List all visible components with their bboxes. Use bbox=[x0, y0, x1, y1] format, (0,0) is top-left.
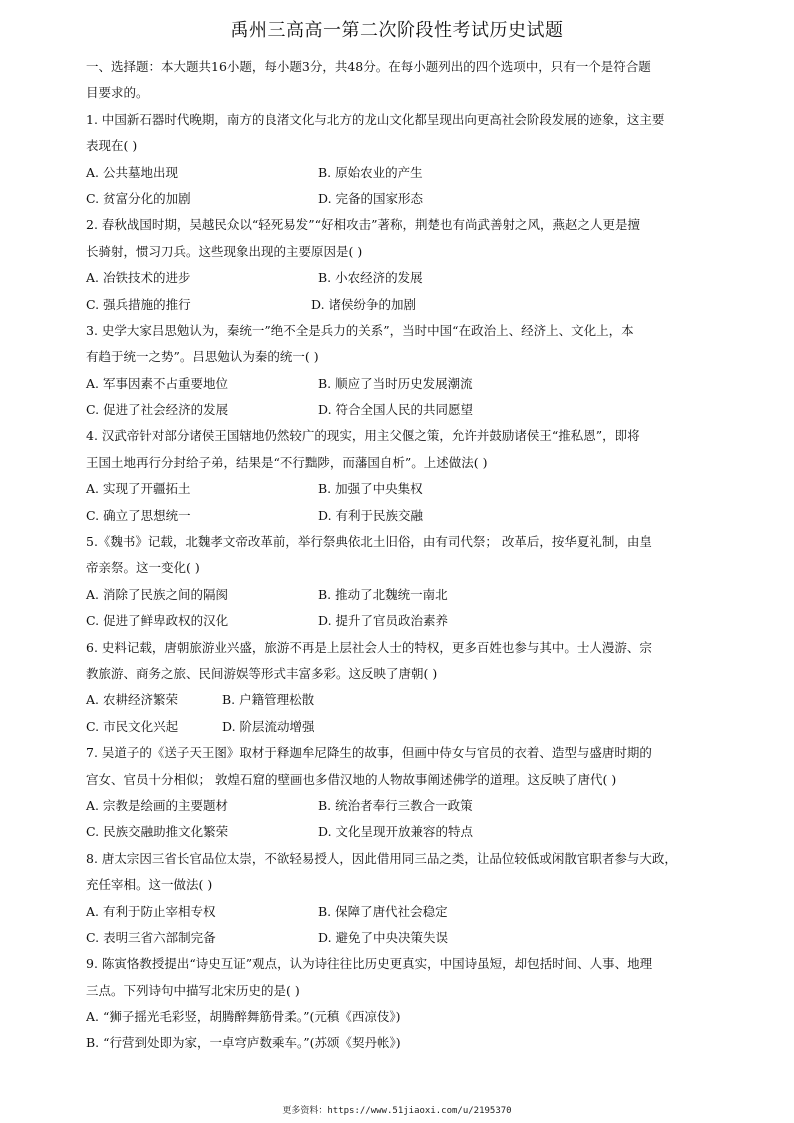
question-7-options-row bbox=[86, 793, 718, 819]
question-6-option-a[interactable]: A. 农耕经济繁荣 bbox=[86, 692, 178, 708]
question-1-option-b[interactable]: B. 原始农业的产生 bbox=[318, 164, 423, 180]
question-1-options-row bbox=[86, 160, 718, 186]
question-7-stem-cont: 宫女、官员十分相似； 敦煌石窟的壁画也多借汉地的人物故事阐述佛学的道理。这反映了唐代( ) bbox=[86, 771, 617, 787]
question-1-stem: 1. 中国新石器时代晚期，南方的良渚文化与北方的龙山文化都呈现出向更高社会阶段发展的迹象，这主要 bbox=[86, 111, 665, 127]
question-4-option-b[interactable]: B. 加强了中央集权 bbox=[318, 481, 423, 497]
question-5-options-row bbox=[86, 582, 718, 608]
question-5-option-d[interactable]: D. 提升了官员政治素养 bbox=[318, 613, 449, 629]
question-6-option-d[interactable]: D. 阶层流动增强 bbox=[222, 718, 315, 734]
question-7-option-a[interactable]: A. 宗教是绘画的主要题材 bbox=[86, 797, 228, 813]
question-3-option-a[interactable]: A. 军事因素不占重要地位 bbox=[86, 375, 228, 391]
question-2-stem-cont: 长骑射，惯习刀兵。这些现象出现的主要原因是( ) bbox=[86, 243, 363, 259]
question-9-stem-cont: 三点。下列诗句中描写北宋历史的是( ) bbox=[86, 982, 300, 998]
question-8-options-row bbox=[86, 925, 718, 951]
question-1-option-a[interactable]: A. 公共墓地出现 bbox=[86, 164, 178, 180]
question-8-stem-cont: 充任宰相。这一做法( ) bbox=[86, 877, 213, 893]
question-2-option-b[interactable]: B. 小农经济的发展 bbox=[318, 270, 423, 286]
question-3-stem: 3. 史学大家吕思勉认为，秦统一”绝不全是兵力的关系”，当时中国“在政治上、经济上、文化上，本 bbox=[86, 322, 634, 338]
question-5-stem-cont: 帝亲祭。这一变化( ) bbox=[86, 560, 200, 576]
question-1-option-d[interactable]: D. 完备的国家形态 bbox=[318, 190, 424, 206]
question-2-options-row bbox=[86, 292, 718, 318]
question-3-option-b[interactable]: B. 顺应了当时历史发展潮流 bbox=[318, 375, 473, 391]
question-9-stem: 9. 陈寅恪教授提出“诗史互证”观点，认为诗往往比历史更真实，中国诗虽短，却包括时间、人事、地理 bbox=[86, 956, 653, 972]
question-2-options-row bbox=[86, 265, 718, 291]
question-5-option-a[interactable]: A. 消除了民族之间的隔阂 bbox=[86, 586, 228, 602]
exam-title: 禹州三高高一第二次阶段性考试历史试题 bbox=[230, 20, 564, 41]
question-8-option-c[interactable]: C. 表明三省六部制完备 bbox=[86, 929, 216, 945]
question-6-options-row bbox=[86, 714, 718, 740]
question-8-option-a[interactable]: A. 有利于防止宰相专权 bbox=[86, 903, 216, 919]
question-6-stem-cont: 教旅游、商务之旅、民间游娱等形式丰富多彩。这反映了唐朝( ) bbox=[86, 665, 438, 681]
section-instructions-cont: 目要求的。 bbox=[86, 85, 149, 101]
question-4-options-row bbox=[86, 476, 718, 502]
question-5-stem: 5.《魏书》记载，北魏孝文帝改革前，举行祭典依北土旧俗，由有司代祭； 改革后，按华夏礼制，由皇 bbox=[86, 534, 652, 550]
question-4-stem: 4. 汉武帝针对部分诸侯王国辖地仍然较广的现实，用主父偃之策，允许并鼓励诸侯王“推私恩”，即将 bbox=[86, 428, 640, 444]
question-2-stem: 2. 春秋战国时期，吴越民众以“轻死易发”“好相攻击”著称，荆楚也有尚武善射之风，燕赵之人更是擅 bbox=[86, 217, 640, 233]
question-8-options-row bbox=[86, 899, 718, 925]
question-5-option-c[interactable]: C. 促进了鲜卑政权的汉化 bbox=[86, 613, 229, 629]
question-4-option-a[interactable]: A. 实现了开疆拓土 bbox=[86, 481, 191, 497]
exam-content bbox=[86, 54, 718, 1057]
question-7-option-c[interactable]: C. 民族交融助推文化繁荣 bbox=[86, 824, 229, 840]
question-6-stem: 6. 史料记载，唐朝旅游业兴盛，旅游不再是上层社会人士的特权，更多百姓也参与其中。士人漫游、宗 bbox=[86, 639, 652, 655]
question-4-option-d[interactable]: D. 有利于民族交融 bbox=[318, 507, 424, 523]
question-4-stem-cont: 王国土地再行分封给子弟，结果是“不行黜陟，而藩国自析”。上述做法( ) bbox=[86, 454, 488, 470]
question-3-options-row bbox=[86, 397, 718, 423]
question-2-option-c[interactable]: C. 强兵措施的推行 bbox=[86, 296, 191, 312]
question-1-stem-cont: 表现在( ) bbox=[86, 138, 138, 154]
question-7-option-b[interactable]: B. 统治者奉行三教合一政策 bbox=[318, 797, 473, 813]
question-3-option-c[interactable]: C. 促进了社会经济的发展 bbox=[86, 402, 229, 418]
question-3-options-row bbox=[86, 371, 718, 397]
question-3-option-d[interactable]: D. 符合全国人民的共同愿望 bbox=[318, 402, 474, 418]
question-2-option-d[interactable]: D. 诸侯纷争的加剧 bbox=[311, 296, 417, 312]
section-instructions: 一、选择题：本大题共16小题，每小题3分，共48分。在每小题列出的四个选项中，只有一个是符合题 bbox=[86, 59, 651, 74]
question-2-option-a[interactable]: A. 冶铁技术的进步 bbox=[86, 270, 191, 286]
question-8-option-d[interactable]: D. 避免了中央决策失误 bbox=[318, 929, 449, 945]
question-9-option-b[interactable]: B. “行营到处即为家，一卓穹庐数乘车。”(苏颂《契丹帐》) bbox=[86, 1035, 401, 1051]
footer-source-link[interactable]: 更多资料：https://www.51jiaoxi.com/u/2195370 bbox=[282, 1106, 512, 1116]
question-6-option-b[interactable]: B. 户籍管理松散 bbox=[222, 692, 315, 708]
question-9-option-a[interactable]: A. “狮子摇光毛彩竖，胡腾醉舞筋骨柔。”(元稹《西凉伎》) bbox=[86, 1009, 401, 1025]
question-8-stem: 8. 唐太宗因三省长官品位太崇，不欲轻易授人，因此借用同三品之类，让品位较低或闲散官职者参与大政， bbox=[86, 850, 677, 866]
question-6-options-row bbox=[86, 687, 718, 713]
question-5-option-b[interactable]: B. 推动了北魏统一南北 bbox=[318, 586, 448, 602]
question-4-options-row bbox=[86, 503, 718, 529]
question-1-option-c[interactable]: C. 贫富分化的加剧 bbox=[86, 190, 191, 206]
question-1-options-row bbox=[86, 186, 718, 212]
question-6-option-c[interactable]: C. 市民文化兴起 bbox=[86, 718, 179, 734]
question-7-option-d[interactable]: D. 文化呈现开放兼容的特点 bbox=[318, 824, 474, 840]
question-4-option-c[interactable]: C. 确立了思想统一 bbox=[86, 507, 191, 523]
question-7-stem: 7. 吴道子的《送子天王图》取材于释迦牟尼降生的故事，但画中侍女与官员的衣着、造型与盛唐时期的 bbox=[86, 745, 652, 761]
question-3-stem-cont: 有趋于统一之势”。吕思勉认为秦的统一( ) bbox=[86, 349, 319, 365]
question-8-option-b[interactable]: B. 保障了唐代社会稳定 bbox=[318, 903, 448, 919]
question-7-options-row bbox=[86, 819, 718, 845]
question-5-options-row bbox=[86, 608, 718, 634]
